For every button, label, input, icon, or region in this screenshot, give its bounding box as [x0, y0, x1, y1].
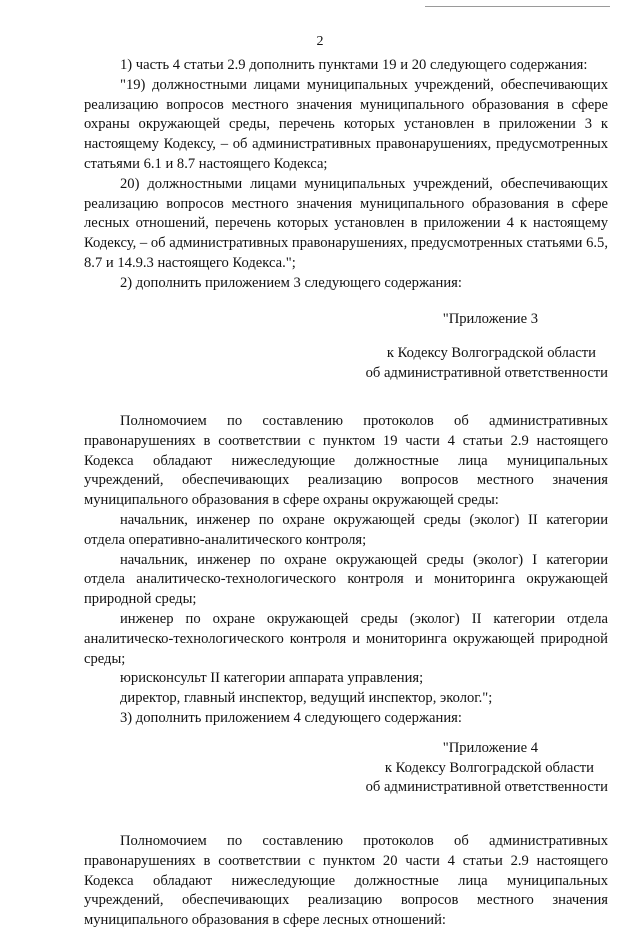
appendix-4-title: "Приложение 4 — [442, 739, 538, 756]
appendix-3-item-4: юрисконсульт II категории аппарата управления; — [120, 670, 424, 687]
document-body — [84, 56, 608, 931]
appendix-4-line-2: об административной ответственности — [365, 779, 608, 796]
appendix-3-item-1: начальник, инженер по охране окружающей среды (эколог) II категории отдела оперативно-аналитического контроля; — [84, 511, 608, 548]
paragraph-2: "19) должностными лицами муниципальных учреждений, обеспечивающих реализацию вопросов местного значения муниципального образования в сфере охраны окружающей среды, перечень которых установлен в приложении 3 к настоящему Кодексу, – об административных правонарушениях, предусмотренных статьями 6.1 и 8.7 настоящего Кодекса; — [84, 76, 608, 172]
appendix-3-line-2: об административной ответственности — [365, 365, 608, 382]
header-rule — [425, 6, 610, 7]
appendix-3-item-3: инженер по охране окружающей среды (эколог) II категории отдела аналитическо-технологического контроля и мониторинга окружающей природной среды; — [84, 610, 608, 667]
appendix-3-title: "Приложение 3 — [442, 310, 538, 327]
paragraph-4: 2) дополнить приложением 3 следующего содержания: — [120, 274, 462, 291]
paragraph-5: 3) дополнить приложением 4 следующего содержания: — [120, 709, 462, 726]
appendix-3-intro: Полномочием по составлению протоколов об административных правонарушениях в соответствии с пунктом 19 части 4 статьи 2.9 настоящего Кодекса обладают нижеследующие должностные лица муниципальных учреждений, обеспечивающих реализацию вопросов местного значения муниципального образования в сфере охраны окружающей среды: — [84, 412, 608, 509]
appendix-3-item-5: директор, главный инспектор, ведущий инспектор, эколог."; — [120, 690, 493, 707]
appendix-3-item-2: начальник, инженер по охране окружающей среды (эколог) I категории отдела аналитическо-технологического контроля и мониторинга окружающей природной среды; — [84, 551, 608, 608]
appendix-3-line-1: к Кодексу Волгоградской области — [386, 345, 596, 362]
paragraph-3: 20) должностными лицами муниципальных учреждений, обеспечивающих реализацию вопросов местного значения муниципального образования в сфере лесных отношений, перечень которых установлен в приложении 4 к настоящему Кодексу, – об административных правонарушениях, предусмотренных статьями 6.5, 8.7 и 14.9.3 настоящего Кодекса."; — [84, 175, 608, 271]
paragraph-1: 1) часть 4 статьи 2.9 дополнить пунктами 19 и 20 следующего содержания: — [120, 57, 588, 73]
page-number: 2 — [316, 34, 324, 49]
appendix-4-intro: Полномочием по составлению протоколов об административных правонарушениях в соответствии с пунктом 20 части 4 статьи 2.9 настоящего Кодекса обладают нижеследующие должностные лица муниципальных учреждений, обеспечивающих реализацию вопросов местного значения муниципального образования в сфере лесных отношений: — [84, 833, 608, 929]
appendix-4-line-1: к Кодексу Волгоградской области — [384, 759, 594, 776]
